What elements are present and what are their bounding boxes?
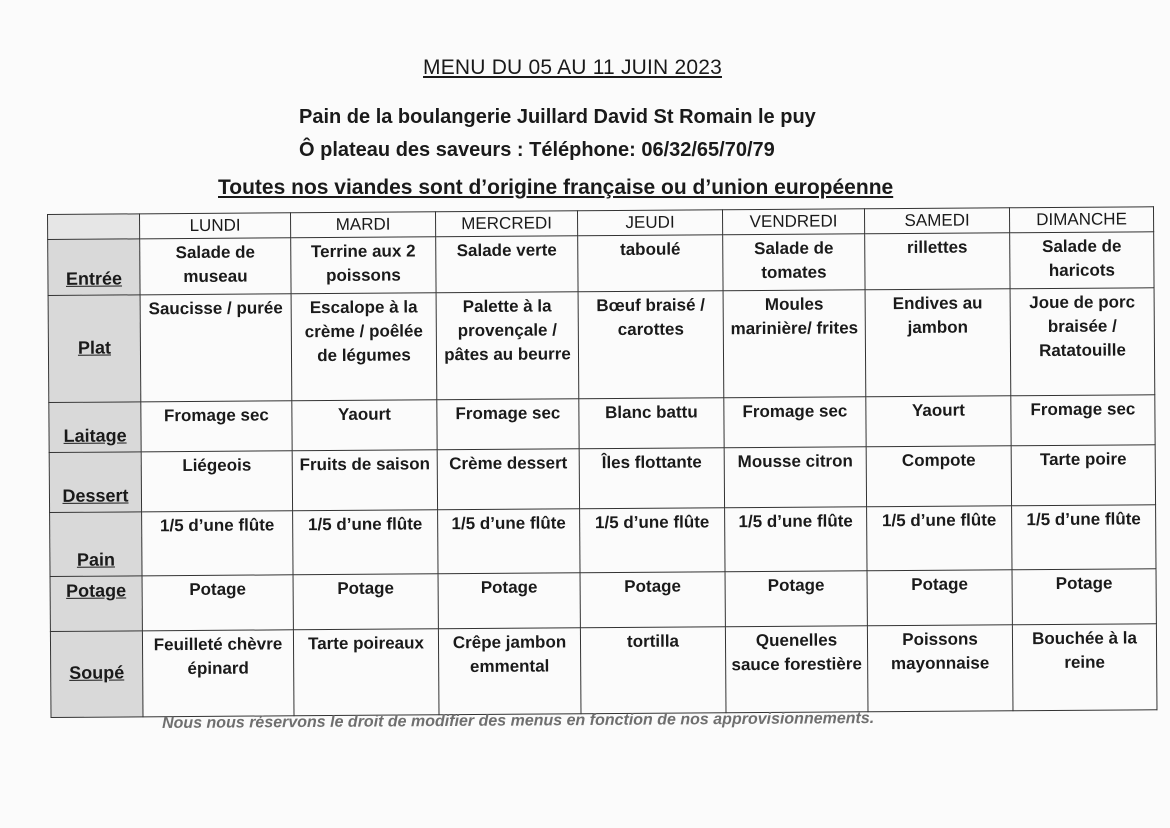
soupe-mardi: Tarte poireaux [293, 628, 439, 715]
dessert-vendredi: Mousse citron [724, 447, 866, 508]
laitage-dimanche: Fromage sec [1011, 394, 1155, 445]
row-label-plat: Plat [48, 295, 141, 402]
plat-lundi: Saucisse / purée [140, 294, 292, 401]
plat-samedi: Endives au jambon [865, 289, 1011, 396]
row-laitage [49, 394, 1155, 452]
day-header-jeudi: JEUDI [577, 210, 722, 236]
soupe-lundi: Feuilleté chèvre épinard [142, 629, 294, 716]
plat-mardi: Escalope à la crème / poêlée de légumes [291, 293, 437, 400]
laitage-lundi: Fromage sec [141, 400, 292, 451]
row-label-potage: Potage [50, 576, 142, 631]
dessert-dimanche: Tarte poire [1011, 445, 1155, 506]
menu-title: MENU DU 05 AU 11 JUIN 2023 [423, 56, 722, 79]
row-plat [48, 288, 1155, 402]
potage-lundi: Potage [142, 575, 293, 630]
weekly-menu-table [47, 206, 1157, 718]
laitage-mardi: Yaourt [292, 399, 437, 450]
entree-dimanche: Salade de haricots [1010, 232, 1154, 289]
plat-vendredi: Moules marinière/ frites [723, 290, 866, 397]
row-label-pain: Pain [50, 512, 142, 577]
bakery-line: Pain de la boulangerie Juillard David St Romain le puy [299, 106, 816, 128]
laitage-jeudi: Blanc battu [579, 397, 724, 448]
table-corner [48, 214, 140, 240]
entree-vendredi: Salade de tomates [723, 234, 865, 291]
entree-mardi: Terrine aux 2 poissons [291, 237, 436, 294]
day-header-lundi: LUNDI [140, 213, 291, 239]
row-label-laitage: Laitage [49, 402, 141, 453]
soupe-jeudi: tortilla [580, 626, 726, 713]
footer-note: Nous nous réservons le droit de modifier des menus en fonction de nos approvisionnements. [162, 710, 875, 732]
plat-mercredi: Palette à la provençale / pâtes au beurre [436, 292, 579, 399]
pain-mercredi: 1/5 d’une flûte [438, 509, 580, 574]
soupe-vendredi: Quenelles sauce forestière [725, 625, 868, 712]
row-soupe [50, 623, 1157, 717]
entree-jeudi: taboulé [578, 235, 723, 292]
day-header-mardi: MARDI [290, 212, 435, 238]
potage-mardi: Potage [293, 574, 438, 629]
row-potage [50, 569, 1156, 631]
dessert-samedi: Compote [866, 446, 1011, 507]
potage-samedi: Potage [867, 570, 1012, 625]
laitage-vendredi: Fromage sec [724, 396, 866, 447]
pain-lundi: 1/5 d’une flûte [142, 511, 293, 576]
laitage-mercredi: Fromage sec [437, 398, 579, 449]
dessert-jeudi: Îles flottante [579, 448, 724, 509]
meat-origin-line: Toutes nos viandes sont d’origine française ou d’union européenne [218, 176, 894, 199]
soupe-samedi: Poissons mayonnaise [867, 624, 1013, 711]
pain-samedi: 1/5 d’une flûte [867, 506, 1012, 571]
laitage-samedi: Yaourt [866, 395, 1011, 446]
pain-jeudi: 1/5 d’une flûte [580, 508, 725, 573]
pain-vendredi: 1/5 d’une flûte [725, 507, 867, 572]
row-dessert [49, 445, 1155, 513]
day-header-samedi: SAMEDI [864, 208, 1009, 234]
row-entree [48, 232, 1154, 296]
potage-jeudi: Potage [580, 572, 725, 627]
potage-dimanche: Potage [1012, 569, 1156, 624]
potage-mercredi: Potage [438, 573, 580, 628]
day-header-mercredi: MERCREDI [435, 211, 577, 237]
dessert-mardi: Fruits de saison [292, 450, 437, 511]
day-header-vendredi: VENDREDI [722, 209, 864, 235]
entree-lundi: Salade de museau [140, 238, 291, 295]
phone-line: Ô plateau des saveurs : Téléphone: 06/32/65/70/79 [299, 139, 775, 161]
day-header-dimanche: DIMANCHE [1009, 207, 1153, 233]
soupe-mercredi: Crêpe jambon emmental [438, 627, 581, 714]
row-pain [50, 505, 1156, 577]
dessert-mercredi: Crème dessert [437, 449, 579, 510]
plat-jeudi: Bœuf braisé / carottes [578, 291, 724, 398]
potage-vendredi: Potage [725, 571, 867, 626]
row-label-soupe: Soupé [50, 630, 143, 717]
entree-mercredi: Salade verte [436, 236, 578, 293]
row-label-dessert: Dessert [49, 452, 141, 513]
soupe-dimanche: Bouchée à la reine [1012, 623, 1157, 710]
row-label-entree: Entrée [48, 239, 140, 296]
pain-mardi: 1/5 d’une flûte [293, 510, 438, 575]
plat-dimanche: Joue de porc braisée / Ratatouille [1010, 288, 1155, 395]
pain-dimanche: 1/5 d’une flûte [1012, 505, 1156, 570]
dessert-lundi: Liégeois [141, 451, 292, 512]
entree-samedi: rillettes [865, 233, 1010, 290]
